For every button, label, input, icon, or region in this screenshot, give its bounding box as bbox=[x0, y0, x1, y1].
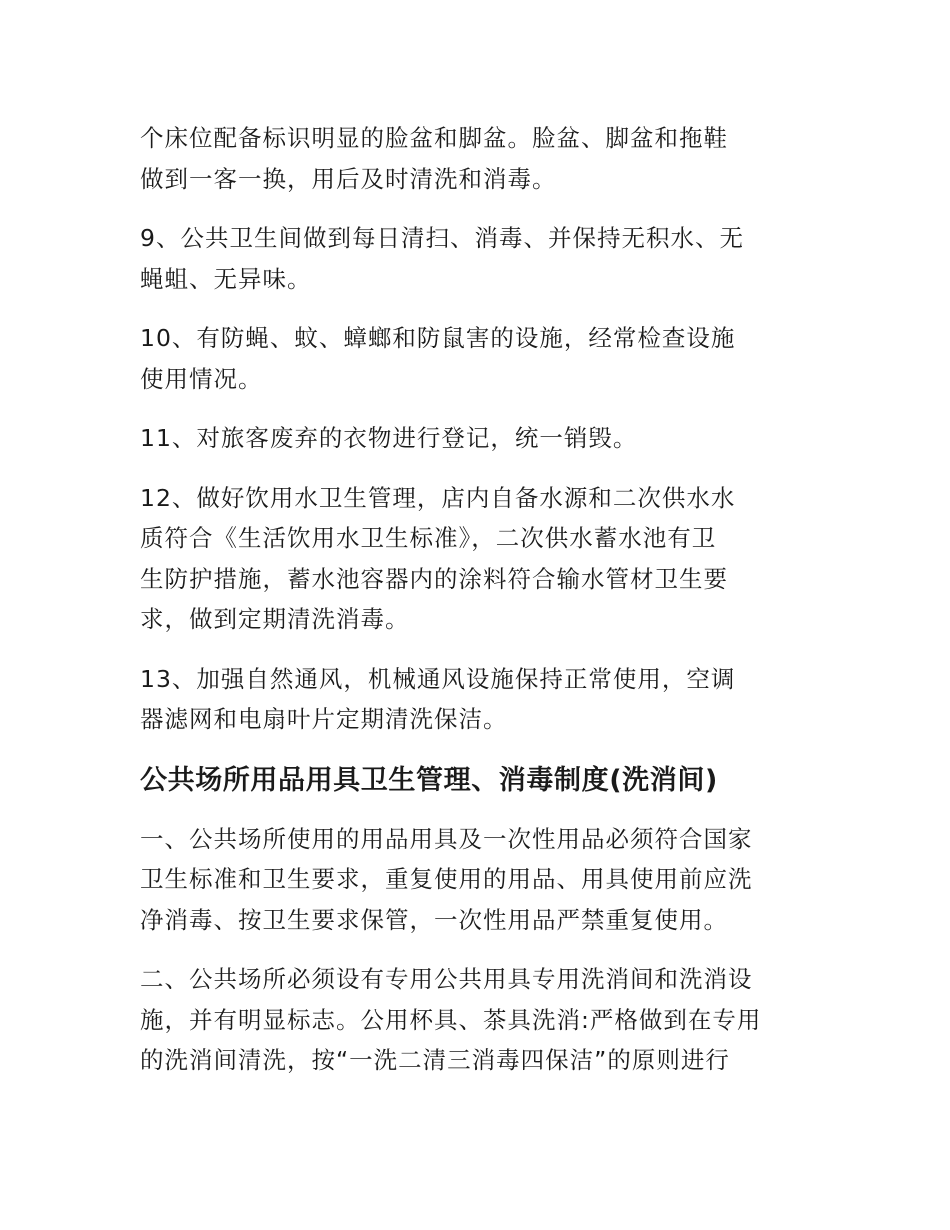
document-page bbox=[140, 118, 810, 1100]
paragraph-section-2: 二、公共场所必须设有专用公共用具专用洗消间和洗消设 施，并有明显标志。公用杯具、茶具洗消:严格做到在专用 的洗消间清洗，按“一洗二清三消毒四保洁”的原则进行 bbox=[140, 965, 762, 1074]
paragraph-continued: 个床位配备标识明显的脸盆和脚盆。脸盆、脚盆和拖鞋 做到一客一换，用后及时清洗和消毒。 bbox=[140, 124, 728, 193]
paragraph-item-13: 13、加强自然通风，机械通风设施保持正常使用，空调 器滤网和电扇叶片定期清洗保洁。 bbox=[140, 664, 736, 733]
paragraph-item-9: 9、公共卫生间做到每日清扫、消毒、并保持无积水、无 蝇蛆、无异味。 bbox=[140, 224, 744, 293]
paragraph-section-1: 一、公共场所使用的用品用具及一次性用品必须符合国家 卫生标准和卫生要求，重复使用的用品、用具使用前应洗 净消毒、按卫生要求保管，一次性用品严禁重复使用。 bbox=[140, 824, 753, 934]
paragraph-item-12: 12、做好饮用水卫生管理，店内自备水源和二次供水水 质符合《生活饮用水卫生标准》，二次供水蓄水池有卫 生防护措施，蓄水池容器内的涂料符合输水管材卫生要 求，做到定期清洗消毒。 bbox=[140, 483, 736, 633]
section-heading: 公共场所用品用具卫生管理、消毒制度(洗消间) bbox=[140, 764, 718, 796]
paragraph-item-10: 10、有防蝇、蚊、蟑螂和防鼠害的设施，经常检查设施 使用情况。 bbox=[140, 324, 736, 393]
paragraph-item-11: 11、对旅客废弃的衣物进行登记，统一销毁。 bbox=[140, 424, 638, 452]
